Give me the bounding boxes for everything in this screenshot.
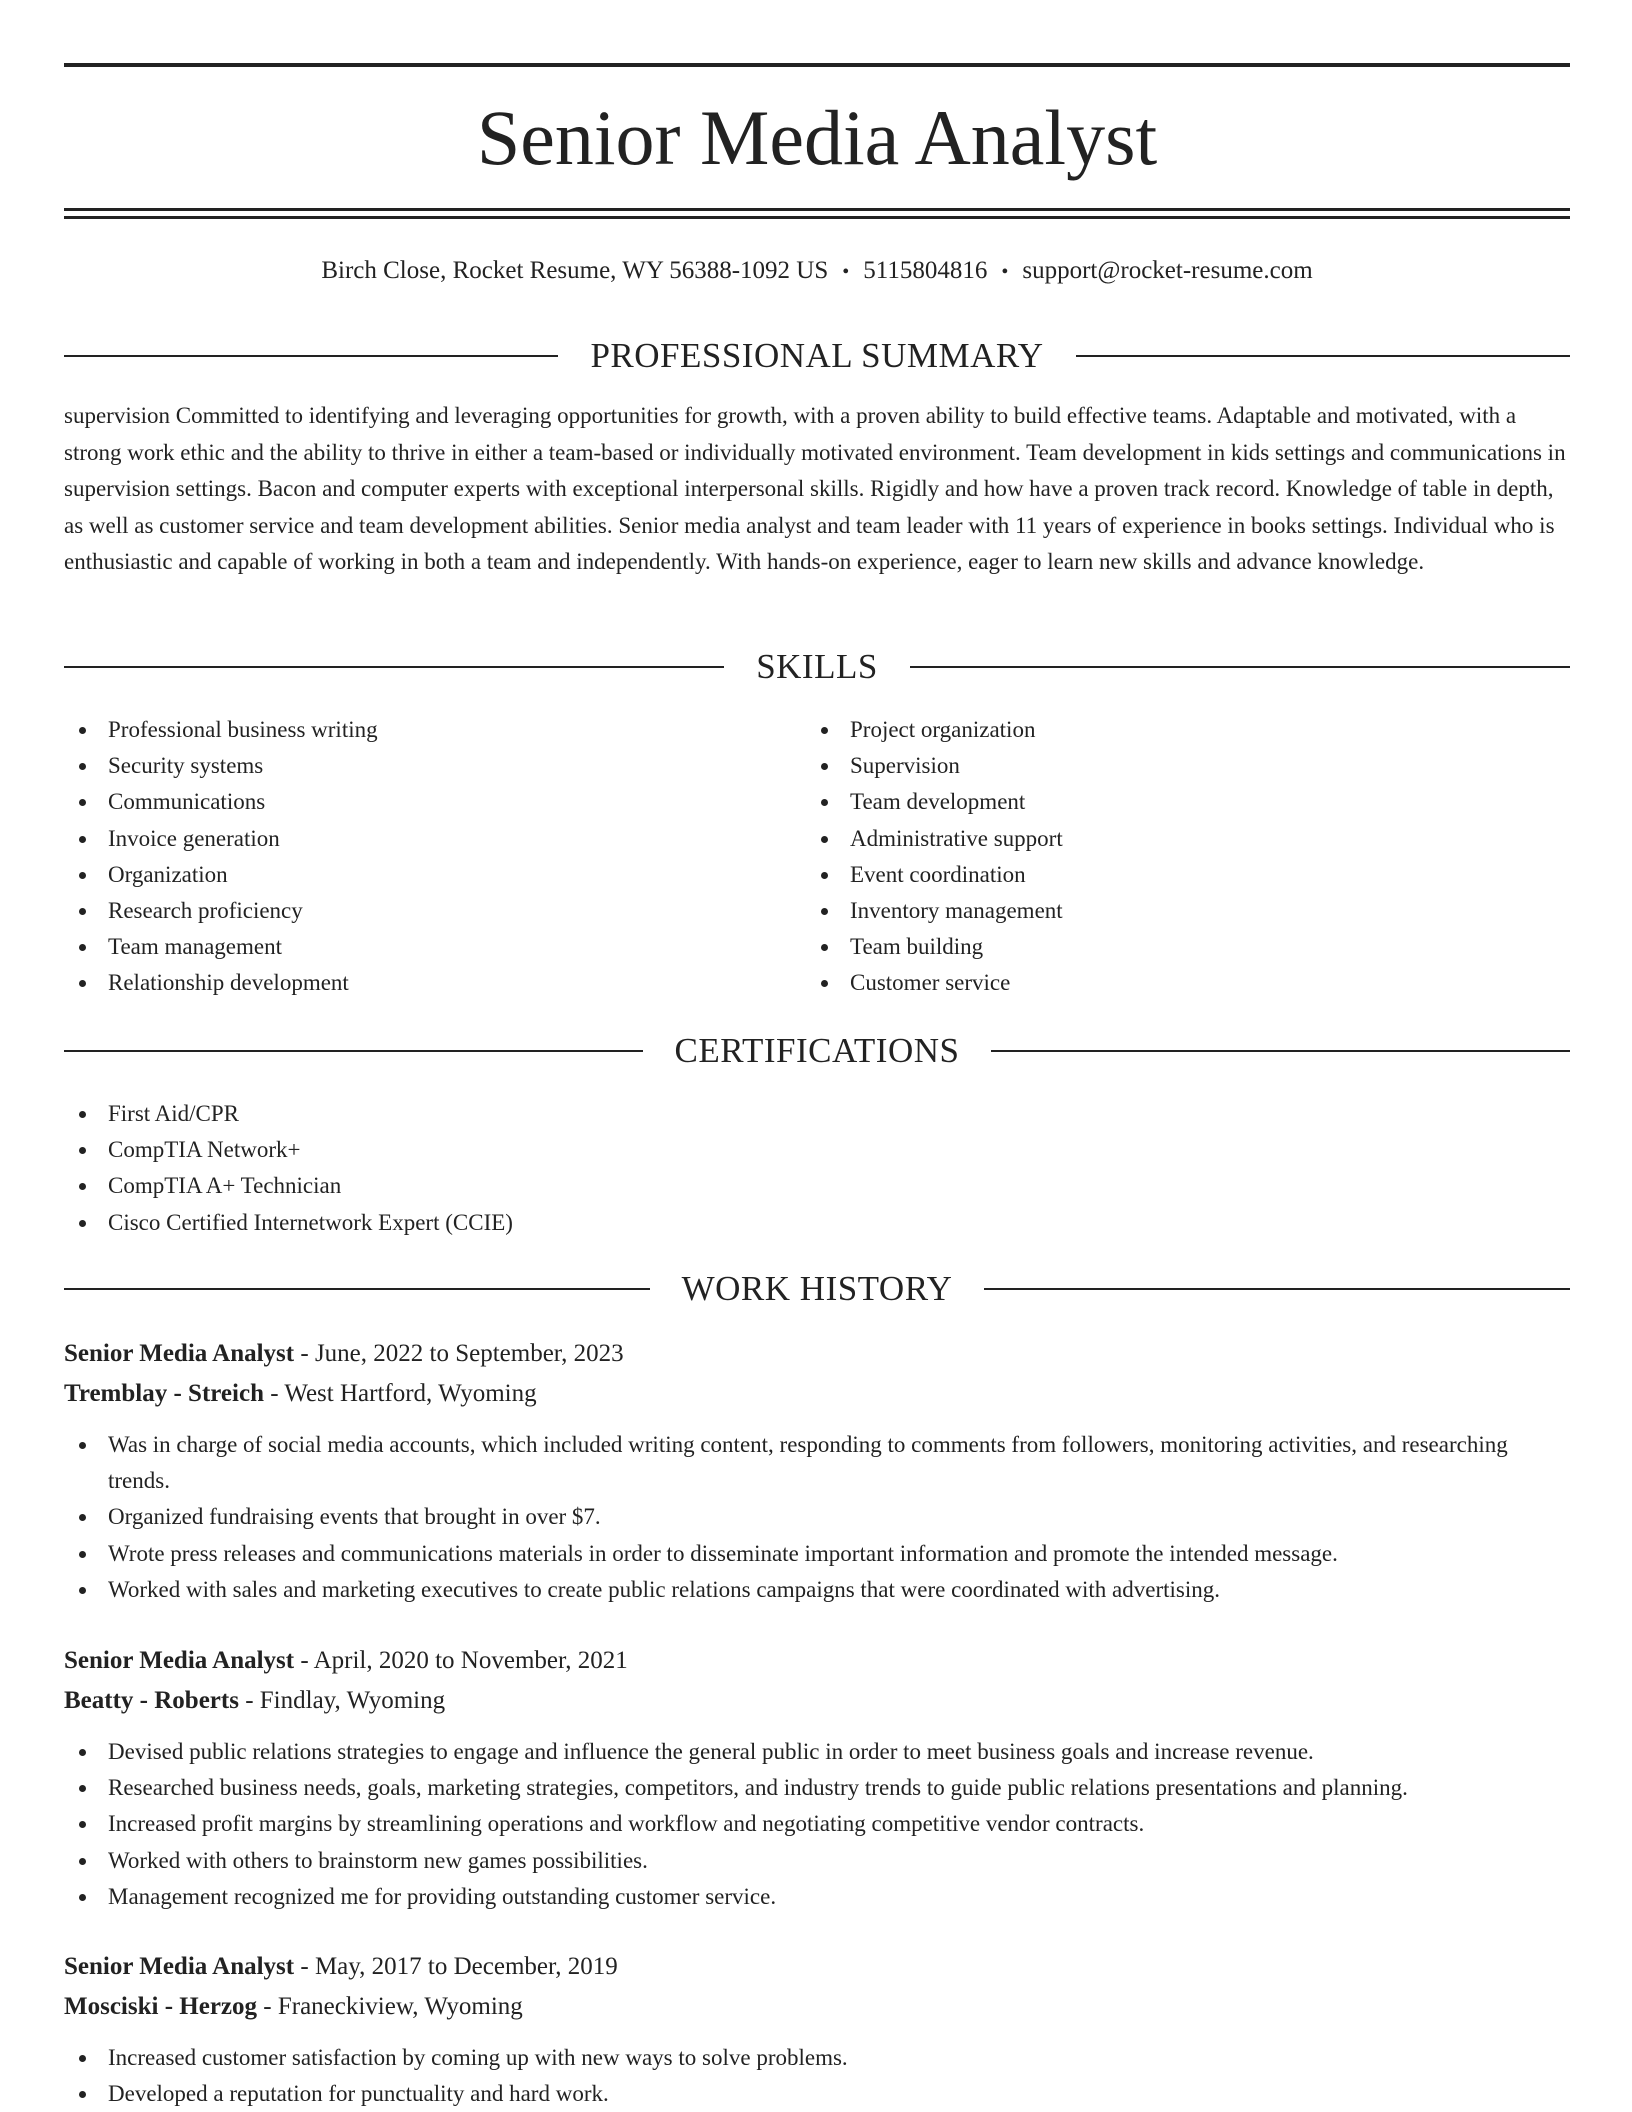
job-duty: Devised public relations strategies to engage and influence the general public in order to meet business goals and increase revenue. <box>64 1734 1570 1770</box>
job-company: Mosciski - Herzog <box>64 1993 258 2020</box>
skill-item: Security systems <box>64 748 764 784</box>
contact-separator: • <box>1001 261 1009 283</box>
skill-item: Professional business writing <box>64 712 764 748</box>
job-duty: Worked with others to brainstorm new games possibilities. <box>64 1843 1570 1879</box>
skills-list-right <box>806 712 1506 1002</box>
skill-item: Team development <box>806 784 1506 820</box>
skills-list-left <box>64 712 764 1002</box>
job-role: Senior Media Analyst <box>64 1340 295 1367</box>
skill-item: Organization <box>64 857 764 893</box>
skill-item: Inventory management <box>806 893 1506 929</box>
heading-rule-right <box>991 1050 1570 1052</box>
heading-rule-left <box>64 666 724 668</box>
work-history-heading <box>64 1267 1570 1311</box>
job-duty: Developed a reputation for punctuality and hard work. <box>64 2076 1570 2112</box>
header-rule-2 <box>64 216 1570 219</box>
job-company: Tremblay - Streich <box>64 1380 264 1407</box>
summary-heading-label: PROFESSIONAL SUMMARY <box>590 336 1044 375</box>
job-duty: Management recognized me for providing outstanding customer service. <box>64 1879 1570 1915</box>
contact-email: support@rocket-resume.com <box>1022 257 1313 284</box>
skill-item: Administrative support <box>806 821 1506 857</box>
job-location: - Findlay, Wyoming <box>238 1687 446 1714</box>
job-duty: Researched business needs, goals, marketing strategies, competitors, and industry trends to guide public relations presentations and planning. <box>64 1770 1570 1806</box>
job-entry <box>64 1334 1570 1608</box>
job-title-line <box>64 1334 1570 1374</box>
header-top-rule <box>64 63 1570 67</box>
contact-phone: 5115804816 <box>863 257 988 284</box>
contact-line <box>64 254 1570 289</box>
job-entry <box>64 1641 1570 1915</box>
job-dates: - April, 2020 to November, 2021 <box>294 1647 628 1674</box>
job-location: - West Hartford, Wyoming <box>263 1380 537 1407</box>
heading-rule-left <box>64 1050 643 1052</box>
skill-item: Event coordination <box>806 857 1506 893</box>
job-title-line <box>64 1947 1570 1987</box>
skill-item: Invoice generation <box>64 821 764 857</box>
heading-rule-right <box>1076 355 1570 357</box>
job-dates: - May, 2017 to December, 2019 <box>294 1953 618 1980</box>
skill-item: Team building <box>806 929 1506 965</box>
header-rule-1 <box>64 208 1570 211</box>
certification-item: CompTIA A+ Technician <box>64 1168 1570 1204</box>
job-company-line <box>64 1681 1570 1721</box>
job-entry <box>64 1947 1570 2112</box>
skill-item: Customer service <box>806 965 1506 1001</box>
job-company-line <box>64 1374 1570 1414</box>
job-role: Senior Media Analyst <box>64 1953 295 1980</box>
summary-text: supervision Committed to identifying and leveraging opportunities for growth, with a proven ability to build effective teams. Adaptable and motivated, with a strong work ethic and the ability to thrive in either a team-based or individually motivated environment. Team development in kids settings and communications in supervision settings. Bacon and computer experts with exceptional interpersonal skills. Rigidly and how have a proven track record. Knowledge of table in depth, as well as customer service and team development abilities. Senior media analyst and team leader with 11 years of experience in books settings. Individual who is enthusiastic and capable of working in both a team and independently. With hands-on experience, eager to learn new skills and advance knowledge. <box>64 403 1566 574</box>
certification-item: First Aid/CPR <box>64 1096 1570 1132</box>
skills-heading <box>64 645 1570 689</box>
job-dates: - June, 2022 to September, 2023 <box>294 1340 624 1367</box>
contact-address: Birch Close, Rocket Resume, WY 56388-1092 US <box>321 257 829 284</box>
job-duty: Increased customer satisfaction by coming up with new ways to solve problems. <box>64 2040 1570 2076</box>
skill-item: Research proficiency <box>64 893 764 929</box>
job-company: Beatty - Roberts <box>64 1687 239 1714</box>
heading-rule-right <box>984 1288 1570 1290</box>
certification-item: Cisco Certified Internetwork Expert (CCIE) <box>64 1205 1570 1241</box>
job-title-line <box>64 1641 1570 1681</box>
heading-rule-left <box>64 355 558 357</box>
job-location: - Franeckiview, Wyoming <box>257 1993 523 2020</box>
job-duty: Was in charge of social media accounts, which included writing content, responding to comments from followers, monitoring activities, and researching trends. <box>64 1427 1570 1499</box>
job-duty: Worked with sales and marketing executives to create public relations campaigns that were coordinated with advertising. <box>64 1572 1570 1608</box>
resume-title: Senior Media Analyst <box>476 94 1158 181</box>
skill-item: Relationship development <box>64 965 764 1001</box>
skill-item: Project organization <box>806 712 1506 748</box>
job-duty: Organized fundraising events that brought in over $7. <box>64 1499 1570 1535</box>
skills-heading-label: SKILLS <box>756 647 878 686</box>
job-company-line <box>64 1987 1570 2027</box>
contact-separator: • <box>842 261 850 283</box>
certification-item: CompTIA Network+ <box>64 1132 1570 1168</box>
job-role: Senior Media Analyst <box>64 1647 295 1674</box>
certifications-heading-label: CERTIFICATIONS <box>674 1031 960 1070</box>
skill-item: Supervision <box>806 748 1506 784</box>
job-duties <box>64 2040 1570 2112</box>
skill-item: Team management <box>64 929 764 965</box>
certifications-heading <box>64 1029 1570 1073</box>
heading-rule-left <box>64 1288 650 1290</box>
job-duties <box>64 1734 1570 1915</box>
job-duty: Increased profit margins by streamlining operations and workflow and negotiating competitive vendor contracts. <box>64 1806 1570 1842</box>
job-duties <box>64 1427 1570 1608</box>
skill-item: Communications <box>64 784 764 820</box>
certifications-list <box>64 1096 1570 1241</box>
summary-heading <box>64 334 1570 378</box>
work-history-heading-label: WORK HISTORY <box>681 1269 953 1308</box>
job-duty: Wrote press releases and communications materials in order to disseminate important information and promote the intended message. <box>64 1536 1570 1572</box>
heading-rule-right <box>910 666 1570 668</box>
